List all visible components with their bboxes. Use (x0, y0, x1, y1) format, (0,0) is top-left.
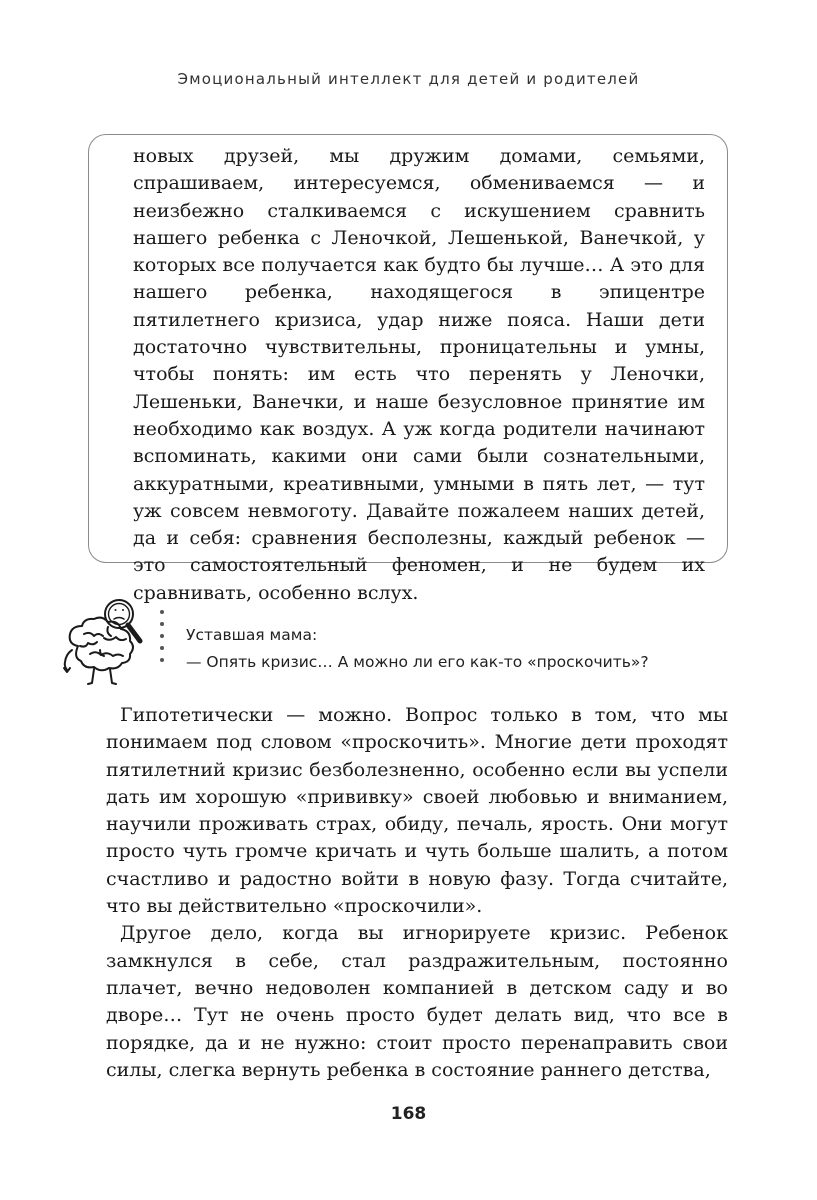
running-title: Эмоциональный интеллект для детей и родителей (177, 70, 640, 88)
body-paragraph: Гипотетически — можно. Вопрос только в том, что мы понимаем под словом «проскочить». Многие дети проходят пятилетний кризис безболезненно, особенно если вы успели дать им хорошую «прививку» своей любовью и вниманием, научили проживать страх, обиду, печаль, ярость. Они могут просто чуть громче кричать и чуть больше шалить, а потом счастливо и радостно войти в новую фазу. Тогда считайте, что вы действительно «проскочили». (106, 704, 728, 918)
brain-with-magnifier-icon (60, 594, 152, 690)
dialog-text (186, 622, 649, 676)
dialog-block (60, 594, 760, 690)
boxed-text-frame (88, 134, 728, 604)
main-text (106, 702, 728, 1084)
dialog-line: — Опять кризис… А можно ли его как-то «проскочить»? (186, 653, 649, 671)
dialog-speaker: Уставшая мама: (186, 626, 318, 644)
dotted-divider (157, 608, 167, 668)
body-paragraph: Другое дело, когда вы игнорируете кризис. Ребенок замкнулся в себе, стал раздражительным, постоянно плачет, вечно недоволен компанией в детском саду и во дворе… Тут не очень просто будет делать вид, что все в порядке, да и не нужно: стоит просто перенаправить свои силы, слегка вернуть ребенка в состояние раннего детства, (106, 922, 728, 1081)
page-number: 168 (390, 1104, 427, 1124)
boxed-paragraph: новых друзей, мы дружим домами, семьями, спрашиваем, интересуемся, обмениваемся — и неизбежно сталкиваемся с искушением сравнить нашего ребенка с Леночкой, Лешенькой, Ванечкой, у которых все получается как будто бы лучше… А это для нашего ребенка, находящегося в эпицентре пятилетнего кризиса, удар ниже пояса. Наши дети достаточно чувствительны, проницательны и умны, чтобы понять: им есть что перенять у Леночки, Лешеньки, Ванечки, и наше безусловное принятие им необходимо как воздух. А уж когда родители начинают вспоминать, какими они сами были сознательными, аккуратными, креативными, умными в пять лет, — тут уж совсем невмоготу. Давайте пожалеем наших детей, да и себя: сравнения бесполезны, каждый ребенок — это самостоятельный феномен, и не будем их сравнивать, особенно вслух. (133, 145, 705, 604)
